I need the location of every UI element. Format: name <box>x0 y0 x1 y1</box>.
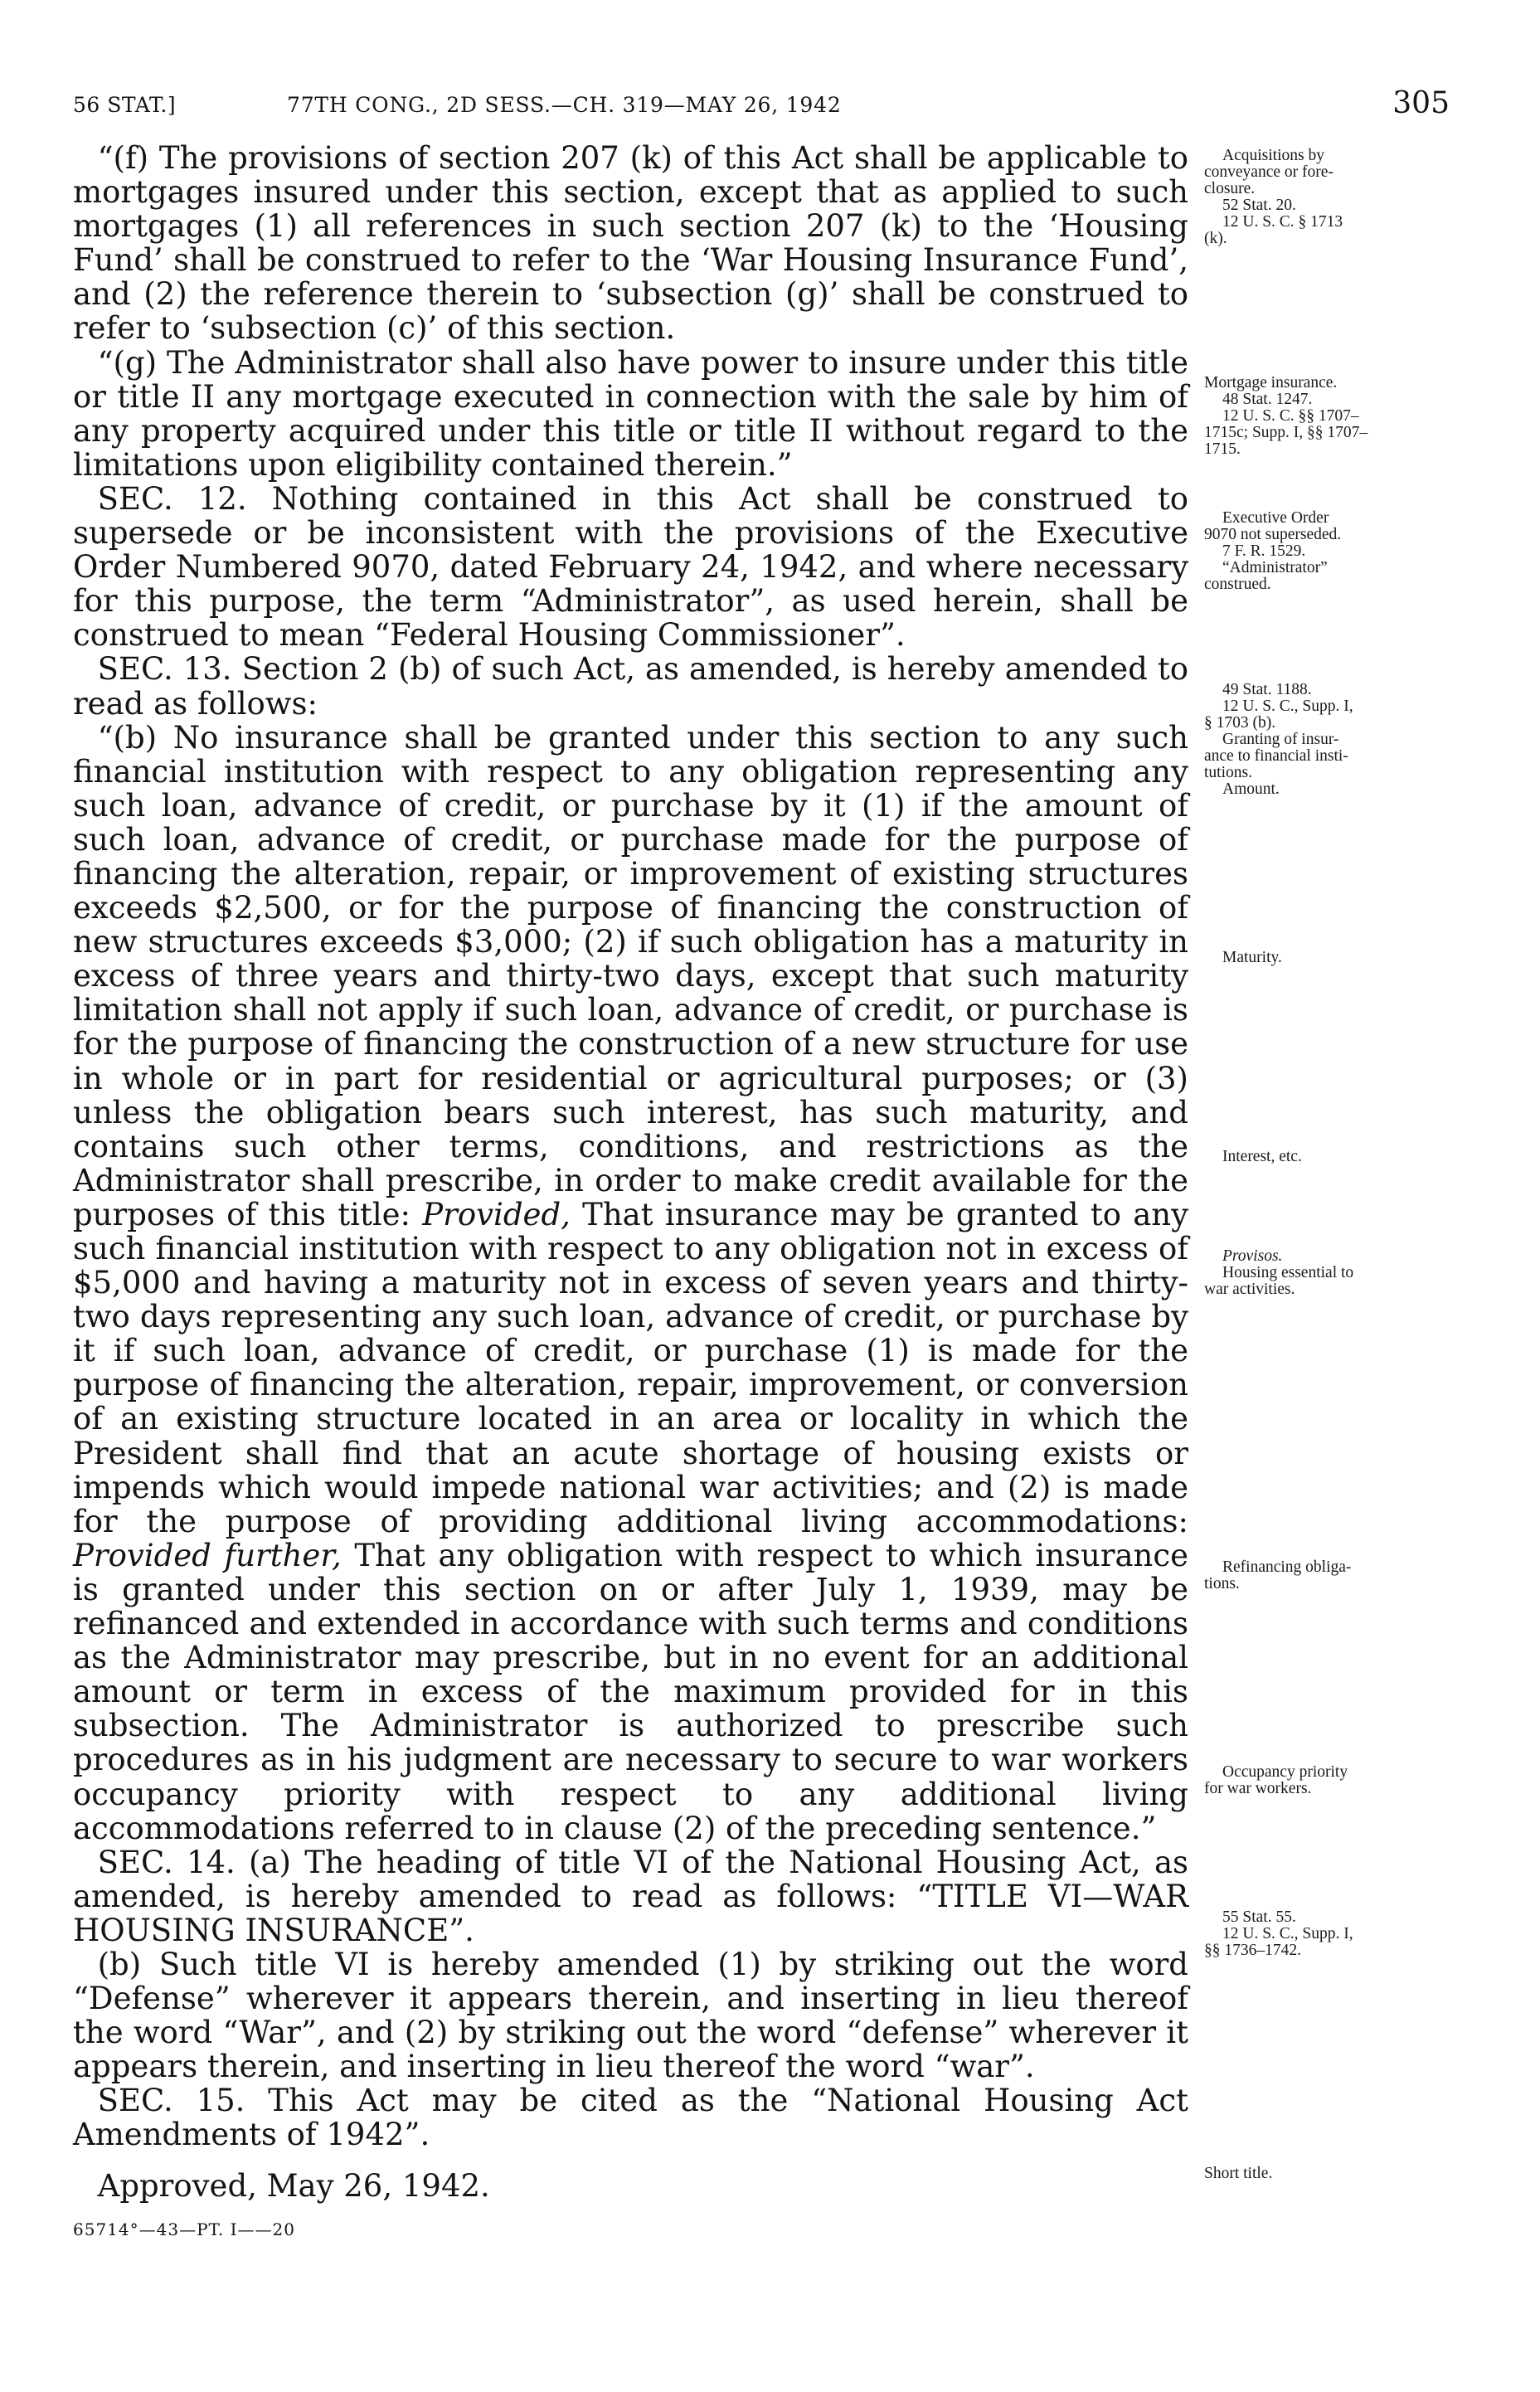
margin-line: Acquisitions by <box>1222 147 1324 164</box>
subsection-b-part2: That insurance may be granted to any such financial institution with respect to any obligation not in excess of $5,000 and having a maturity not in excess of seven years and thirty-two days representing any such loan, advance of credit, or purchase by it if such loan, advance of credit, or purchase (1) is made for the purpose of financing the alteration, repair, improvement, or conversion of an existing structure located in an area or locality in which the President shall find that an acute shortage of housing exists or impends which would impede national war activities; and (2) is made for the purpose of providing additional living accommodations: <box>73 1196 1188 1539</box>
margin-line: Maturity. <box>1222 949 1282 966</box>
print-code: 65714°—43—PT. I——20 <box>73 2219 295 2239</box>
margin-note-maturity <box>1204 950 1488 966</box>
margin-line: 52 Stat. 20. <box>1222 197 1296 214</box>
margin-line: 49 Stat. 1188. <box>1222 681 1312 698</box>
margin-note-short-title <box>1204 2166 1470 2182</box>
margin-line: “Administrator” <box>1222 559 1328 576</box>
margin-line: closure. <box>1204 180 1256 197</box>
margin-note-provisos <box>1204 1248 1470 1298</box>
margin-line: 9070 not superseded. <box>1204 526 1342 543</box>
section-13-text: Section 2 (b) of such Act, as amended, is hereby amended to read as follows: <box>73 651 1188 722</box>
margin-line: Granting of insur- <box>1222 731 1339 748</box>
margin-note-executive-order <box>1204 510 1470 593</box>
proviso-provided: Provided, <box>422 1196 571 1232</box>
margin-line: Executive Order <box>1222 509 1329 527</box>
margin-line: §§ 1736–1742. <box>1204 1942 1301 1959</box>
section-15-text: This Act may be cited as the “National Housing Act Amendments of 1942”. <box>73 2083 1188 2153</box>
section-15-label: SEC. 15. <box>97 2083 245 2119</box>
margin-line: (k). <box>1204 230 1227 247</box>
margin-note-section-13 <box>1204 682 1470 798</box>
section-12 <box>73 482 1188 652</box>
margin-line: for war workers. <box>1204 1780 1312 1797</box>
margin-line: 12 U. S. C. §§ 1707– <box>1222 407 1359 425</box>
volume-reference: 56 STAT.] <box>73 93 177 117</box>
margin-line: construed. <box>1204 576 1271 593</box>
margin-line: 12 U. S. C., Supp. I, <box>1222 698 1353 715</box>
margin-line: Interest, etc. <box>1222 1148 1302 1165</box>
margin-line: Refinancing obliga- <box>1222 1558 1352 1576</box>
margin-line: tutions. <box>1204 764 1252 781</box>
margin-line: Housing essential to <box>1222 1264 1354 1281</box>
page-number: 305 <box>1392 86 1450 120</box>
margin-note-acquisitions <box>1204 148 1470 247</box>
margin-line: Short title. <box>1204 2165 1273 2182</box>
margin-line: war activities. <box>1204 1281 1295 1298</box>
section-15 <box>73 2083 1188 2151</box>
margin-line: ance to financial insti- <box>1204 747 1348 765</box>
margin-note-occupancy <box>1204 1764 1470 1797</box>
margin-line: 12 U. S. C., Supp. I, <box>1222 1925 1353 1942</box>
running-header <box>73 86 1450 133</box>
margin-line: 12 U. S. C. § 1713 <box>1222 213 1343 231</box>
margin-line: Mortgage insurance. <box>1204 374 1338 391</box>
chapter-reference: 77TH CONG., 2D SESS.—CH. 319—MAY 26, 1942 <box>287 93 842 117</box>
margin-note-refinancing <box>1204 1559 1470 1592</box>
section-14 <box>73 1845 1188 1947</box>
subsection-b-part3: That any obligation with respect to which insurance is granted under this section on or after July 1, 1939, may be refinanced and extended in accordance with such terms and conditions as the Administrator may prescribe, but in no event for an additional amount or term in excess of the maximum provided for in this subsection. The Administrator is authorized to prescribe such procedures as in his judgment are necessary to secure to war workers occupancy priority with respect to any additional living accommodations referred to in clause (2) of the preceding sentence.” <box>73 1537 1189 1846</box>
section-13 <box>73 652 1188 720</box>
margin-line: conveyance or fore- <box>1204 163 1334 181</box>
margin-line: 55 Stat. 55. <box>1222 1908 1296 1926</box>
section-14-b: (b) Such title VI is hereby amended (1) by striking out the word “Defense” wherever it appears therein, and inserting in lieu thereof the word “War”, and (2) by striking out the word “defense” wherever it appears therein, and inserting in lieu thereof the word “war”. <box>73 1946 1188 2085</box>
proviso-provided-further: Provided further, <box>73 1537 342 1573</box>
margin-line: 1715c; Supp. I, §§ 1707– <box>1204 424 1368 441</box>
margin-note-section-14 <box>1204 1909 1470 1959</box>
margin-note-mortgage-insurance <box>1204 375 1470 458</box>
subsection-g: “(g) The Administrator shall also have power to insure under this title or title II any mortgage executed in connection with the sale by him of any property acquired under this title or title II without regard to the limitations upon eligibility contained therein.” <box>73 344 1188 483</box>
section-12-text: Nothing contained in this Act shall be construed to supersede or be inconsistent with the provisions of the Executive Order Numbered 9070, dated February 24, 1942, and where necessary for this purpose, the term “Administrator”, as used herein, shall be construed to mean “Federal Housing Commissioner”. <box>73 480 1188 654</box>
margin-note-interest <box>1204 1149 1488 1165</box>
section-13-label: SEC. 13. <box>97 651 232 688</box>
margin-line: 7 F. R. 1529. <box>1222 542 1306 560</box>
margin-line: 1715. <box>1204 440 1241 458</box>
approval-date: Approved, May 26, 1942. <box>97 2167 490 2204</box>
margin-line: Amount. <box>1222 780 1280 798</box>
margin-line: 48 Stat. 1247. <box>1222 391 1313 408</box>
margin-line: Occupancy priority <box>1222 1763 1348 1781</box>
section-14-text: (a) The heading of title VI of the National Housing Act, as amended, is hereby amended to read as follows: “TITLE VI—WAR HOUSING INSURANCE”. <box>73 1844 1188 1948</box>
subsection-f: “(f) The provisions of section 207 (k) of this Act shall be applicable to mortgages insured under this section, except that as applied to such mortgages (1) all references in such section 207 (k) to the ‘Housing Fund’ shall be construed to refer to the ‘War Housing Insurance Fund’, and (2) the reference therein to ‘subsection (g)’ shall be construed to refer to ‘subsection (c)’ of this section. <box>73 140 1188 347</box>
subsection-b-part1: “(b) No insurance shall be granted under this section to any such financial institution with respect to any obligation representing any such loan, advance of credit, or purchase by it (1) if the amount of such loan, advance of credit, or purchase made for the purpose of financing the alteration, repair, or improvement of existing structures exceeds $2,500, or for the purpose of financing the construction of new structures exceeds $3,000; (2) if such obligation has a maturity in excess of three years and thirty-two days, except that such maturity limitation shall not apply if such loan, advance of credit, or purchase is for the purpose of financing the construction of a new structure for use in whole or in part for residential or agricultural purposes; or (3) unless the obligation bears such interest, has such maturity, and contains such other terms, conditions, and restrictions as the Administrator shall prescribe, in order to make credit available for the purposes of this title: <box>73 719 1188 1232</box>
subsection-b <box>73 721 1188 1845</box>
margin-line: § 1703 (b). <box>1204 714 1276 732</box>
section-12-label: SEC. 12. <box>97 480 247 517</box>
statute-body <box>73 141 1188 2241</box>
margin-line: tions. <box>1204 1575 1240 1592</box>
section-14-label: SEC. 14. <box>97 1844 236 1880</box>
margin-line: Provisos. <box>1222 1247 1283 1265</box>
